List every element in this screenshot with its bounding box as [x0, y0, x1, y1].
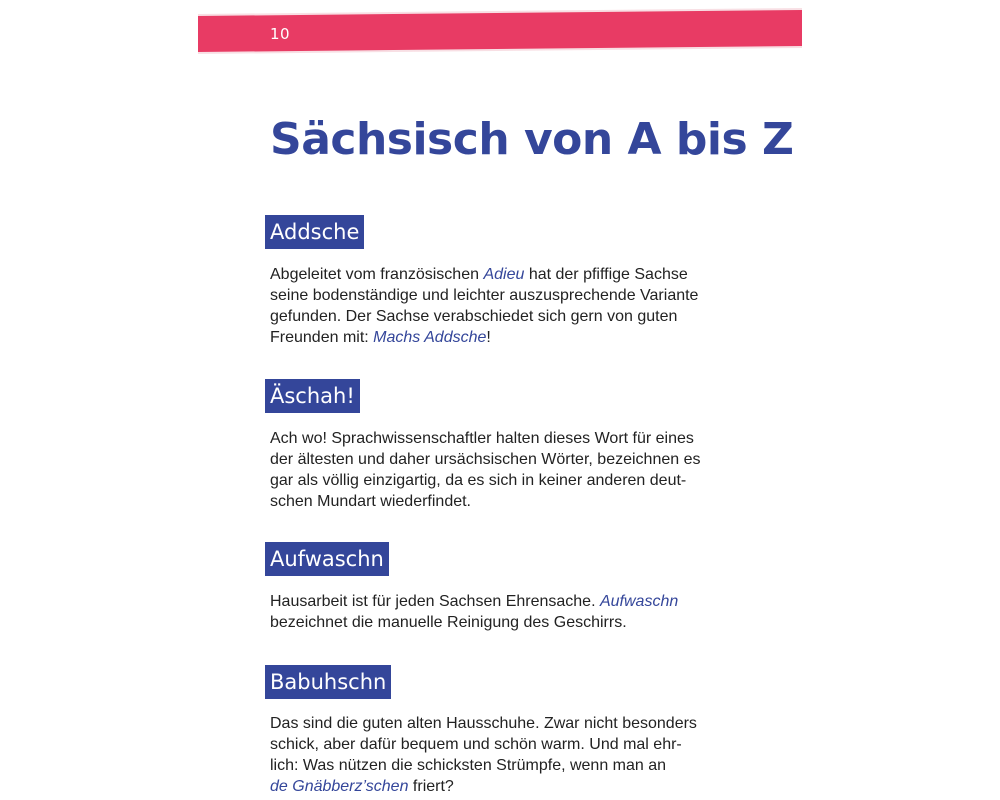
page-number: 10 [270, 25, 291, 43]
definition-line [270, 285, 730, 306]
definition-line [270, 591, 730, 612]
entry-definition-aufwaschn [270, 591, 730, 633]
text-run: schick, aber dafür bequem und schön warm. Und mal ehr- [270, 736, 682, 753]
entry-definition-aeschah [270, 428, 730, 512]
text-run: der ältesten und daher ursächsischen Wörter, bezeichnen es [270, 451, 701, 468]
entry-term-addsche: Addsche [265, 215, 364, 249]
definition-line [270, 306, 730, 327]
entry-term-aeschah: Äschah! [265, 379, 360, 413]
text-run: Hausarbeit ist für jeden Sachsen Ehrensache. [270, 593, 600, 610]
page-title: Sächsisch von A bis Z [270, 114, 794, 165]
text-run: hat der pfiffige Sachse [524, 266, 688, 283]
text-run: Abgeleitet vom französischen [270, 266, 484, 283]
text-run: Freunden mit: [270, 329, 374, 346]
text-run: ! [486, 329, 491, 346]
text-run: schen Mundart wiederfindet. [270, 493, 471, 510]
italic-term: Machs Addsche [373, 329, 487, 346]
text-run: gar als völlig einzigartig, da es sich in keiner anderen deut- [270, 472, 687, 489]
definition-line [270, 470, 730, 491]
entry-term-aufwaschn: Aufwaschn [265, 542, 389, 576]
text-run: Ach wo! Sprachwissenschaftler halten dieses Wort für eines [270, 430, 694, 447]
definition-line [270, 734, 730, 755]
definition-line [270, 755, 730, 776]
text-run: gefunden. Der Sachse verabschiedet sich gern von guten [270, 308, 678, 325]
definition-line [270, 491, 730, 512]
definition-line [270, 327, 730, 348]
text-run: lich: Was nützen die schicksten Strümpfe, wenn man an [270, 757, 667, 774]
definition-line [270, 449, 730, 470]
definition-line [270, 428, 730, 449]
italic-term: Adieu [483, 266, 525, 283]
definition-line [270, 612, 730, 633]
text-run: friert? [408, 778, 454, 795]
italic-term: Aufwaschn [599, 593, 679, 610]
definition-line [270, 713, 730, 734]
entry-term-babuhschn: Babuhschn [265, 665, 391, 699]
text-run: bezeichnet die manuelle Reinigung des Geschirrs. [270, 614, 627, 631]
entry-definition-babuhschn [270, 713, 730, 797]
definition-line [270, 264, 730, 285]
italic-term: de Gnäbberz’schen [270, 778, 409, 795]
definition-line [270, 776, 730, 797]
text-run: Das sind die guten alten Hausschuhe. Zwar nicht besonders [270, 715, 697, 732]
entry-definition-addsche [270, 264, 730, 348]
text-run: seine bodenständige und leichter auszusprechende Variante [270, 287, 699, 304]
